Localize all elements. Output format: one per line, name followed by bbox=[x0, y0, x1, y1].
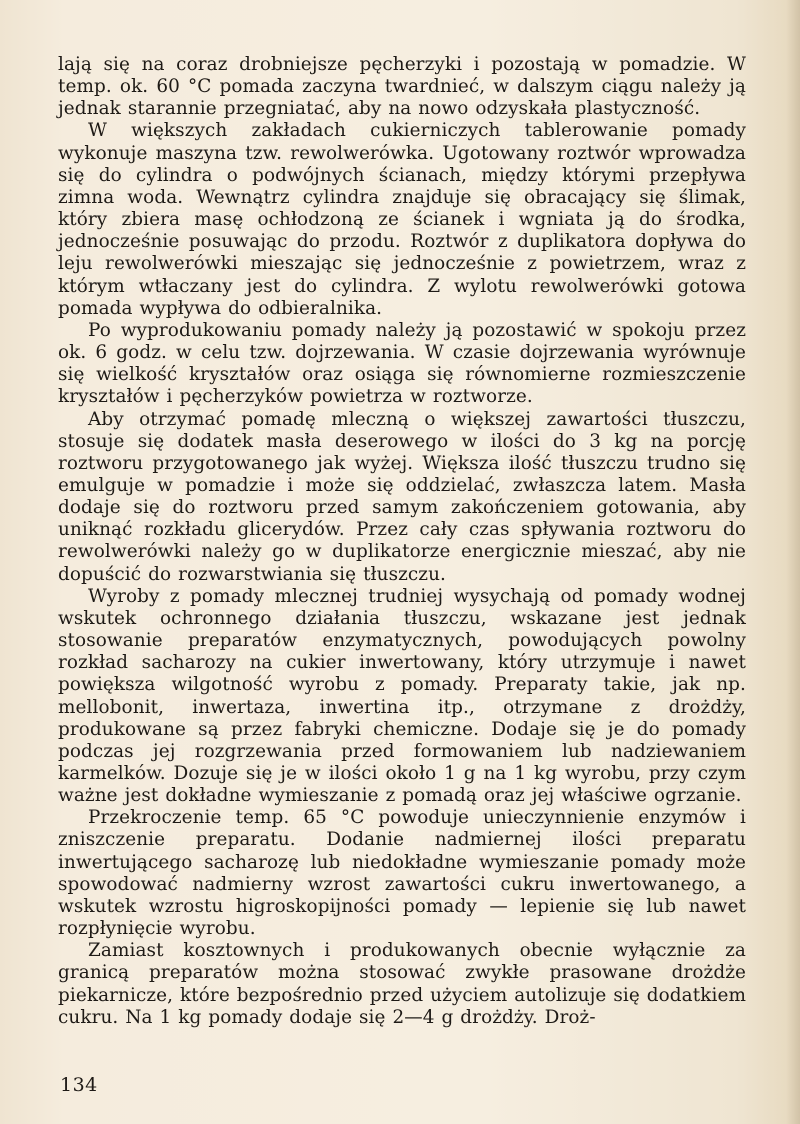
body-text bbox=[58, 54, 746, 1029]
paragraph-rewolwerowka: W większych zakładach cukierniczych tablerowanie pomady wykonuje maszyna tzw. rewolwerówka. Ugotowany roztwór wprowadza się do cylindra o podwójnych ścianach, między którymi przepływa zimna woda. Wewnątrz cylindra znajduje się obracający się ślimak, który zbiera masę ochłodzoną ze ścianek i wgniata ją do środka, jednocześnie posuwając do przodu. Roztwór z duplikatora dopływa do leju rewolwerówki mieszając się jednocześnie z powietrzem, wraz z którym wtłaczany jest do cylindra. Z wylotu rewolwerówki gotowa pomada wypływa do odbieralnika. bbox=[58, 120, 746, 319]
paragraph-pomada-mleczna: Aby otrzymać pomadę mleczną o większej zawartości tłuszczu, stosuje się dodatek masła deserowego w ilości do 3 kg na porcję roztworu przygotowanego jak wyżej. Większa ilość tłuszczu trudno się emulguje w pomadzie i może się oddzielać, zwłaszcza latem. Masła dodaje się do roztworu przed samym zakończeniem gotowania, aby uniknąć rozkładu glicerydów. Przez cały czas spływania roztworu do rewolwerówki należy go w duplikatorze energicznie mieszać, aby nie dopuścić do rozwarstwiania się tłuszczu. bbox=[58, 408, 746, 585]
paragraph-przekroczenie-temp: Przekroczenie temp. 65 °C powoduje unieczynnienie enzymów i zniszczenie preparatu. Dodanie nadmiernej ilości preparatu inwertującego sacharozę lub niedokładne wymieszanie pomady może spowodować nadmierny wzrost zawartości cukru inwertowanego, a wskutek wzrostu higroskopijności pomady — lepienie się lub nawet rozpłynięcie wyrobu. bbox=[58, 807, 746, 940]
page-edge-shadow bbox=[786, 0, 800, 1124]
paragraph-preparaty-enzymatyczne: Wyroby z pomady mlecznej trudniej wysychają od pomady wodnej wskutek ochronnego działania tłuszczu, wskazane jest jednak stosowanie preparatów enzymatycznych, powodujących powolny rozkład sacharozy na cukier inwertowany, który utrzymuje i nawet powiększa wilgotność wyrobu z pomady. Preparaty takie, jak np. mellobonit, inwertaza, inwertina itp., otrzymane z drożdży, produkowane są przez fabryki chemiczne. Dodaje się je do pomady podczas jej rozgrzewania przed formowaniem lub nadziewaniem karmelków. Dozuje się je w ilości około 1 g na 1 kg wyrobu, przy czym ważne jest dokładne wymieszanie z pomadą oraz jej właściwe ogrzanie. bbox=[58, 585, 746, 807]
paragraph-continuation: lają się na coraz drobniejsze pęcherzyki i pozostają w pomadzie. W temp. ok. 60 °C pomada zaczyna twardnieć, w dalszym ciągu należy ją jednak starannie przegniatać, aby na nowo odzyskała plastyczność. bbox=[58, 54, 746, 120]
paragraph-drozdze: Zamiast kosztownych i produkowanych obecnie wyłącznie za granicą preparatów można stosować zwykłe prasowane drożdże piekarnicze, które bezpośrednio przed użyciem autolizuje się dodatkiem cukru. Na 1 kg pomady dodaje się 2—4 g drożdży. Droż- bbox=[58, 940, 746, 1028]
paragraph-dojrzewanie: Po wyprodukowaniu pomady należy ją pozostawić w spokoju przez ok. 6 godz. w celu tzw. dojrzewania. W czasie dojrzewania wyrównuje się wielkość kryształów oraz osiąga się równomierne rozmieszczenie kryształów i pęcherzyków powietrza w roztworze. bbox=[58, 319, 746, 408]
page-number: 134 bbox=[60, 1074, 98, 1096]
